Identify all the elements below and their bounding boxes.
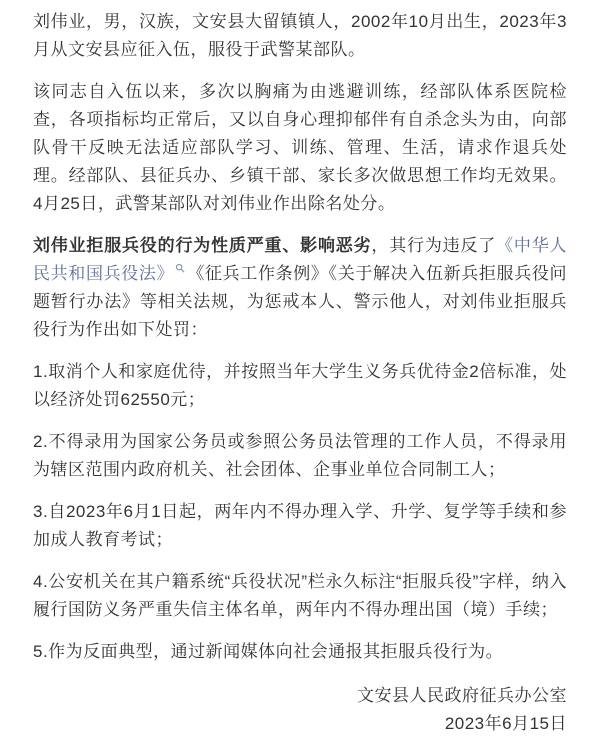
magnifier-icon[interactable] — [175, 263, 185, 273]
paragraph-violation — [33, 232, 567, 344]
punishment-item-5: 5.作为反面典型，通过新闻媒体向社会通报其拒服兵役行为。 — [33, 642, 504, 661]
law-link[interactable]: 《中华人民共和国兵役法》 — [33, 236, 568, 283]
signature-block — [33, 682, 567, 738]
violation-rest-text: 《征兵工作条例》《关于解决入伍新兵拒服兵役问题暂行办法》等相关法规，为惩戒本人、警示他人，对刘伟业拒服兵役行为作出如下处罚： — [33, 264, 568, 339]
signature-org: 文安县人民政府征兵办公室 — [357, 686, 567, 705]
violation-bold-lead: 刘伟业拒服兵役的行为性质严重、影响恶劣 — [33, 236, 372, 255]
punishment-item-1: 1.取消个人和家庭优待，并按照当年大学生义务兵优待金2倍标准，处以经济处罚62550元； — [33, 362, 567, 409]
paragraph-conduct: 该同志自入伍以来，多次以胸痛为由逃避训练，经部队体系医院检查，各项指标均正常后，又以自身心理抑郁伴有自杀念头为由，向部队骨干反映无法适应部队学习、训练、管理、生活，请求作退兵处理。经部队、县征兵办、乡镇干部、家长多次做思想工作均无效果。4月25日，武警某部队对刘伟业作出除名处分。 — [33, 82, 567, 213]
violation-mid-text: ，其行为违反了 — [371, 236, 497, 255]
paragraph-profile: 刘伟业，男，汉族，文安县大留镇镇人，2002年10月出生，2023年3月从文安县应征入伍，服役于武警某部队。 — [33, 12, 567, 59]
punishment-item-4: 4.公安机关在其户籍系统“兵役状况”栏永久标注“拒服兵役”字样，纳入履行国防义务严重失信主体名单，两年内不得办理出国（境）手续； — [33, 572, 567, 619]
punishment-item-2: 2.不得录用为国家公务员或参照公务员法管理的工作人员，不得录用为辖区范围内政府机关、社会团体、企事业单位合同制工人； — [33, 432, 567, 479]
punishment-item-3: 3.自2023年6月1日起，两年内不得办理入学、升学、复学等手续和参加成人教育考试； — [33, 502, 567, 549]
signature-date: 2023年6月15日 — [444, 714, 567, 733]
